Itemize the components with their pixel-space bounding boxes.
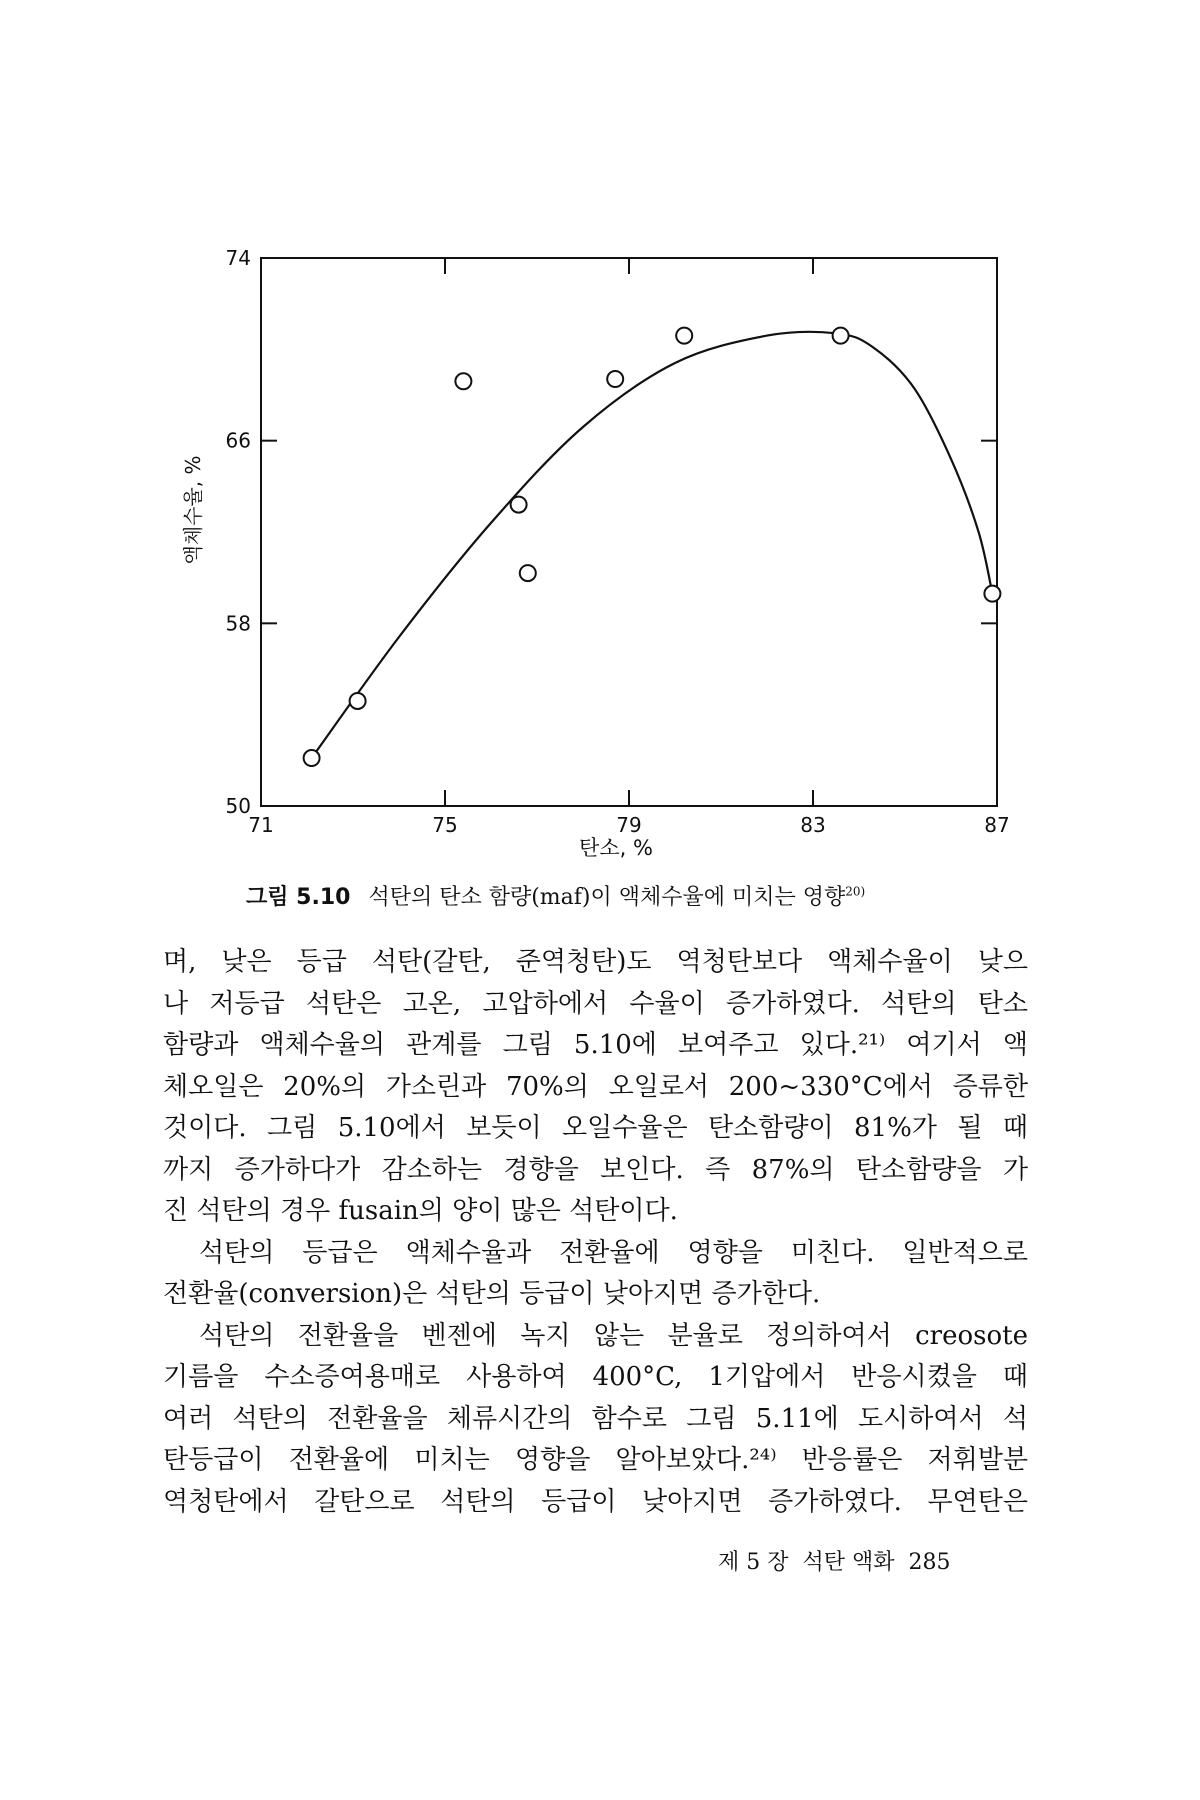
y-tick-label: 50 [225,794,251,818]
page-number: 285 [908,1550,951,1575]
section-label: 석탄 액화 [802,1550,895,1575]
data-point [511,497,527,513]
data-point [304,750,320,766]
figure-5-10 [0,0,1200,870]
caption-reference: 20) [845,884,866,899]
x-axis-label: 탄소, % [579,836,653,860]
text-line: 석탄의 전환율을 벤젠에 녹지 않는 분율로 정의하여서 creosote [199,1320,1028,1351]
paragraph-3 [163,1316,1028,1524]
plot-frame [261,258,997,806]
plot-border [261,258,997,806]
chapter-label: 제 5 장 [718,1550,789,1575]
y-tick-label: 66 [225,428,251,453]
x-tick-label: 79 [616,813,642,837]
axis-ticks [261,258,997,806]
text-line: 까지 증가하다가 감소하는 경향을 보인다. 즉 87%의 탄소함량을 가 [163,1154,1028,1185]
fit-curve [312,332,993,758]
figure-number: 그림 5.10 [246,885,351,910]
data-point [833,328,849,344]
data-point [676,328,692,344]
data-points [304,328,1001,766]
figure-caption [246,880,1046,911]
x-tick-label: 83 [800,813,826,837]
paragraph-2 [163,1233,1028,1316]
y-tick-label: 58 [225,611,251,636]
data-point [984,586,1000,602]
text-line: 진 석탄의 경우 fusain의 양이 많은 석탄이다. [163,1196,678,1226]
y-axis-label: 액체수율, % [181,455,205,565]
body-text [163,942,1028,1523]
caption-text: 석탄의 탄소 함량(maf)이 액체수율에 미치는 영향 [368,885,846,910]
text-line: 여러 석탄의 전환율을 체류시간의 함수로 그림 5.11에 도시하여서 석 [163,1403,1028,1434]
data-point [350,693,366,709]
x-tick-label: 87 [984,813,1010,837]
text-line: 역청탄에서 갈탄으로 석탄의 등급이 낮아지면 증가하였다. 무연탄은 [163,1486,1028,1517]
y-tick-label: 74 [225,246,251,270]
text-line: 전환율(conversion)은 석탄의 등급이 낮아지면 증가한다. [163,1279,821,1309]
x-tick-label: 71 [248,813,274,837]
paragraph-1 [163,942,1028,1233]
text-line: 석탄의 등급은 액체수율과 전환율에 영향을 미친다. 일반적으로 [199,1237,1028,1268]
tick-labels [226,246,1010,837]
text-line: 탄등급이 전환율에 미치는 영향을 알아보았다.²⁴⁾ 반응률은 저휘발분 [163,1445,1028,1475]
page-footer [704,1545,951,1576]
text-line: 함량과 액체수율의 관계를 그림 5.10에 보여주고 있다.²¹⁾ 여기서 액 [163,1030,1028,1060]
text-line: 것이다. 그림 5.10에서 보듯이 오일수율은 탄소함량이 81%가 될 때 [163,1113,1028,1143]
data-point [607,371,623,387]
data-point [520,565,536,581]
text-line: 나 저등급 석탄은 고온, 고압하에서 수율이 증가하였다. 석탄의 탄소 [163,988,1028,1019]
text-line: 며, 낮은 등급 석탄(갈탄, 준역청탄)도 역청탄보다 액체수율이 낮으 [163,947,1028,977]
data-point [455,373,471,389]
text-line: 기름을 수소증여용매로 사용하여 400°C, 1기압에서 반응시켰을 때 [163,1362,1028,1392]
text-line: 체오일은 20%의 가소린과 70%의 오일로서 200~330°C에서 증류한 [163,1071,1028,1102]
x-tick-label: 75 [432,813,458,837]
